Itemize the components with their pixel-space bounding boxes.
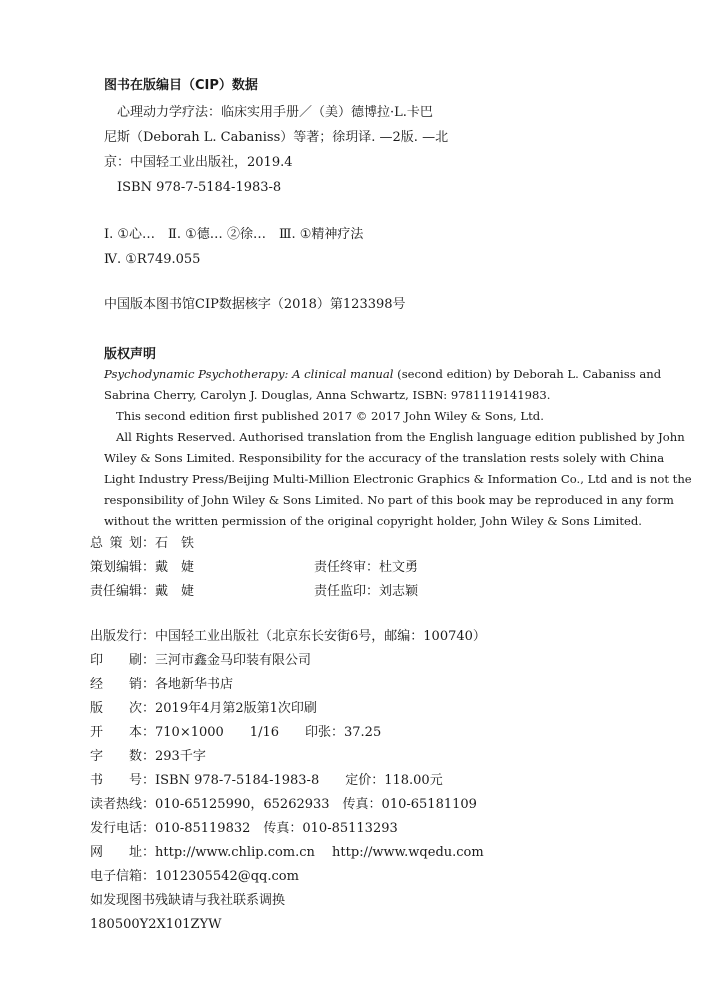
staff-row: 责任编辑：戴 婕	[90, 579, 194, 604]
pub-value: 2019年4月第2版第1次印刷	[155, 701, 317, 716]
pub-label: 版次	[90, 701, 142, 716]
pub-value: 1012305542@qq.com	[155, 869, 299, 884]
pub-value: 三河市鑫金马印装有限公司	[155, 653, 312, 668]
pub-value: 710×1000 1/16 印张：37.25	[155, 725, 382, 740]
pub-row-word-count: 字数：293千字	[90, 744, 206, 769]
pub-row-website: 网址：http://www.chlip.com.cn http://www.wqedu.com	[90, 840, 484, 865]
copyright-line: Sabrina Cherry, Carolyn J. Douglas, Anna Schwartz, ISBN: 9781119141983.	[104, 388, 551, 402]
pub-value: http://www.chlip.com.cn http://www.wqedu.com	[155, 845, 484, 860]
staff-label: 责任监印	[314, 584, 367, 599]
rights-line: All Rights Reserved. Authorised translation from the English language edition published by John	[116, 430, 685, 444]
print-code: 180500Y2X101ZYW	[90, 917, 222, 932]
pub-value: 010-65125990，65262933 传真：010-65181109	[155, 797, 477, 812]
staff-value: 杜文勇	[379, 560, 419, 575]
staff-value: 刘志颖	[379, 584, 419, 599]
staff-row: 责任终审：杜文勇	[314, 555, 418, 580]
staff-row: 责任监印：刘志颖	[314, 579, 418, 604]
cip-heading: 图书在版编目（CIP）数据	[104, 78, 258, 93]
cip-line: 京：中国轻工业出版社，2019.4	[104, 155, 293, 170]
pub-row-publisher: 出版发行：中国轻工业出版社（北京东长安街6号，邮编：100740）	[90, 624, 486, 649]
copyright-line	[104, 364, 662, 385]
staff-label: 责任编辑	[90, 584, 143, 599]
pub-value: ISBN 978-7-5184-1983-8 定价：118.00元	[155, 773, 443, 788]
pub-label: 出版发行	[90, 629, 143, 644]
staff-label: 策划编辑	[90, 560, 143, 575]
classification-line: Ⅰ. ①心… Ⅱ. ①德… ②徐… Ⅲ. ①精神疗法	[104, 227, 364, 242]
staff-row: 总策划：石 铁	[90, 531, 194, 556]
pub-value: 中国轻工业出版社（北京东长安街6号，邮编：100740）	[155, 629, 486, 644]
staff-row: 策划编辑：戴 婕	[90, 555, 194, 580]
pub-row-hotline: 读者热线：010-65125990，65262933 传真：010-65181109	[90, 792, 477, 817]
pub-label: 发行电话	[90, 821, 143, 836]
staff-value: 戴 婕	[155, 560, 195, 575]
copyright-heading: 版权声明	[104, 347, 157, 362]
pub-row-sales-phone: 发行电话：010-85119832 传真：010-85113293	[90, 816, 398, 841]
rights-line: Wiley & Sons Limited. Responsibility for the accuracy of the translation rests solely with China	[104, 451, 665, 465]
pub-value: 010-85119832 传真：010-85113293	[155, 821, 398, 836]
pub-label: 字数	[90, 749, 142, 764]
defect-notice: 如发现图书残缺请与我社联系调换	[90, 893, 286, 908]
isbn-line: ISBN 978-7-5184-1983-8	[117, 180, 282, 195]
copyright-text: (second edition) by Deborah L. Cabaniss and	[393, 367, 662, 381]
cip-line: 尼斯（Deborah L. Cabaniss）等著；徐玥译. —2版. —北	[104, 130, 449, 145]
cip-line: 心理动力学疗法：临床实用手册／（美）德博拉·L.卡巴	[117, 105, 433, 120]
pub-row-edition: 版次：2019年4月第2版第1次印刷	[90, 696, 317, 721]
staff-label: 总策划	[90, 536, 142, 551]
pub-row-email: 电子信箱：1012305542@qq.com	[90, 864, 299, 889]
rights-line: without the written permission of the original copyright holder, John Wiley & Sons Limited.	[104, 514, 642, 528]
pub-label: 印刷	[90, 653, 142, 668]
pub-row-distributor: 经销：各地新华书店	[90, 672, 233, 697]
staff-value: 戴 婕	[155, 584, 195, 599]
pub-label: 书号	[90, 773, 142, 788]
rights-line: responsibility of John Wiley & Sons Limited. No part of this book may be reproduced in any form	[104, 493, 674, 507]
pub-value: 各地新华书店	[155, 677, 234, 692]
pub-row-format: 开本：710×1000 1/16 印张：37.25	[90, 720, 381, 745]
copyright-line: This second edition first published 2017 © 2017 John Wiley & Sons, Ltd.	[116, 409, 544, 423]
rights-line: Light Industry Press/Beijing Multi-Million Electronic Graphics & Information Co., Ltd and is not the	[104, 472, 692, 486]
classification-line: Ⅳ. ①R749.055	[104, 252, 201, 267]
pub-row-isbn: 书号：ISBN 978-7-5184-1983-8 定价：118.00元	[90, 768, 443, 793]
pub-value: 293千字	[155, 749, 206, 764]
pub-label: 网址	[90, 845, 142, 860]
staff-label: 责任终审	[314, 560, 367, 575]
book-title: Psychodynamic Psychotherapy: A clinical manual	[104, 367, 394, 381]
pub-label: 电子信箱	[90, 869, 143, 884]
pub-label: 读者热线	[90, 797, 143, 812]
staff-value: 石 铁	[155, 536, 195, 551]
pub-label: 经销	[90, 677, 142, 692]
pub-label: 开本	[90, 725, 142, 740]
cip-verify-line: 中国版本图书馆CIP数据核字（2018）第123398号	[104, 297, 406, 312]
pub-row-printer: 印刷：三河市鑫金马印装有限公司	[90, 648, 311, 673]
